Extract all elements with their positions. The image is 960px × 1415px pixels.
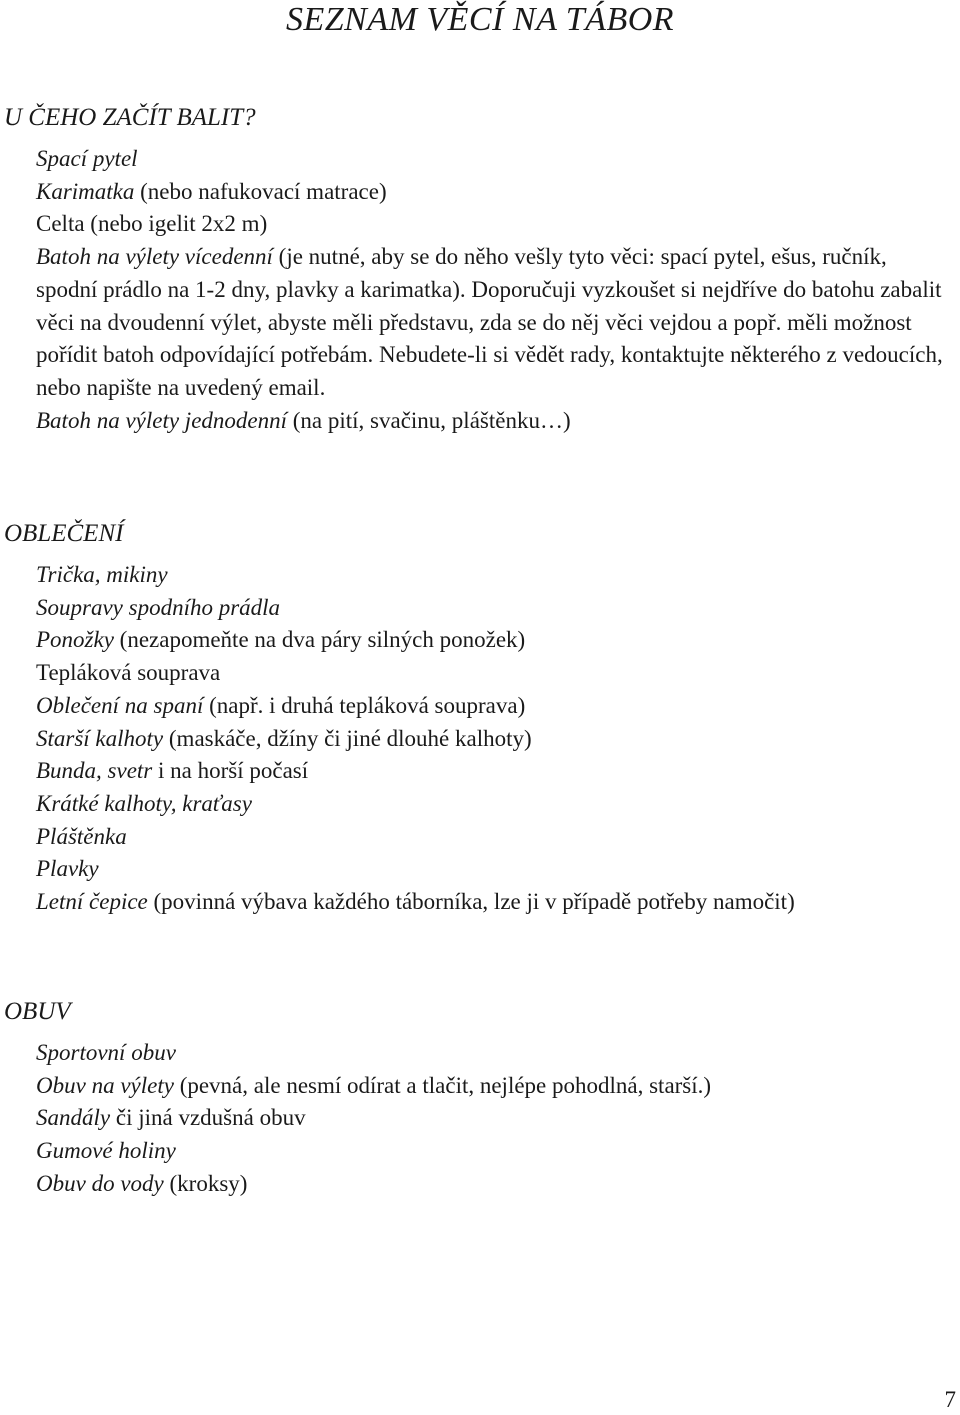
item-term: Karimatka [36,178,135,204]
section-heading-clothing: OBLEČENÍ [4,520,124,547]
item-term: Batoh na výlety vícedenní [36,244,273,270]
list-item [0,1135,950,1168]
list-item [0,1102,950,1135]
item-term: Sandály [36,1105,111,1131]
item-term: Pláštěnka [36,823,127,849]
item-detail: (maskáče, džíny či jiné dlouhé kalhoty) [163,725,532,751]
list-item [0,176,950,209]
item-term: Obuv do vody [36,1170,164,1196]
list-item [0,624,950,657]
item-detail: Celta (nebo igelit 2x2 m) [36,211,268,237]
section-heading-packing-start: U ČEHO ZAČÍT BALIT? [4,104,256,131]
list-item [0,886,950,919]
list-item [0,821,950,854]
list-item [0,853,950,886]
list-item [0,241,950,405]
item-detail: Tepláková souprava [36,660,221,686]
clothing-list [0,559,950,919]
section-heading-footwear: OBUV [4,998,71,1025]
list-item [0,723,950,756]
item-detail: či jiná vzdušná obuv [110,1105,306,1131]
list-item [0,592,950,625]
item-term: Spací pytel [36,146,138,171]
item-detail: (nebo nafukovací matrace) [134,178,387,204]
list-item [0,1070,950,1103]
item-detail: (je nutné, aby se do něho vešly tyto věci: spací pytel, ešus, ručník, spodní prádlo na 1-2 dny, plavky a karimatka). Doporučuji vyzkoušet si nejdříve do batohu zabalit věci na dvoudenní výlet, abyste měli představu, zda se do něj věci vejdou a popř. měli možnost pořídit batoh odpovídající potřebám. Nebudete-li si vědět rady, kontaktujte některého z vedoucích, nebo napište na uvedený email. [36,244,943,400]
item-detail: (na pití, svačinu, pláštěnku…) [287,407,571,433]
list-item [0,143,950,176]
item-term: Batoh na výlety jednodenní [36,407,288,433]
list-item [0,1037,950,1070]
footwear-list [0,1037,950,1201]
item-term: Bunda, svetr [36,758,153,784]
item-term: Trička, mikiny [36,562,168,587]
list-item [0,208,950,241]
packing-start-list [0,143,950,437]
item-detail: (nezapomeňte na dva páry silných ponožek) [113,627,526,653]
list-item [0,755,950,788]
item-term: Krátké kalhoty, kraťasy [36,790,252,816]
item-term: Sportovní obuv [36,1040,176,1065]
item-term: Soupravy spodního prádla [36,594,281,620]
list-item [0,788,950,821]
list-item [0,1168,950,1201]
item-term: Oblečení na spaní [36,692,204,718]
item-term: Obuv na výlety [36,1072,174,1098]
item-detail: (např. i druhá tepláková souprava) [203,692,526,718]
item-detail: (pevná, ale nesmí odírat a tlačit, nejlépe pohodlná, starší.) [173,1072,712,1098]
page-title: SEZNAM VĚCÍ NA TÁBOR [285,1,675,38]
list-item [0,657,950,690]
item-term: Ponožky [36,627,114,653]
list-item [0,405,950,438]
item-detail: (kroksy) [163,1170,248,1196]
item-term: Letní čepice [36,889,148,915]
item-detail: (povinná výbava každého táborníka, lze ji v případě potřeby namočit) [147,889,795,915]
list-item [0,559,950,592]
item-detail: i na horší počasí [152,758,309,784]
item-term: Gumové holiny [36,1138,176,1164]
item-term: Plavky [36,856,99,882]
item-term: Starší kalhoty [36,725,164,751]
page-number: 7 [944,1387,956,1412]
list-item [0,690,950,723]
